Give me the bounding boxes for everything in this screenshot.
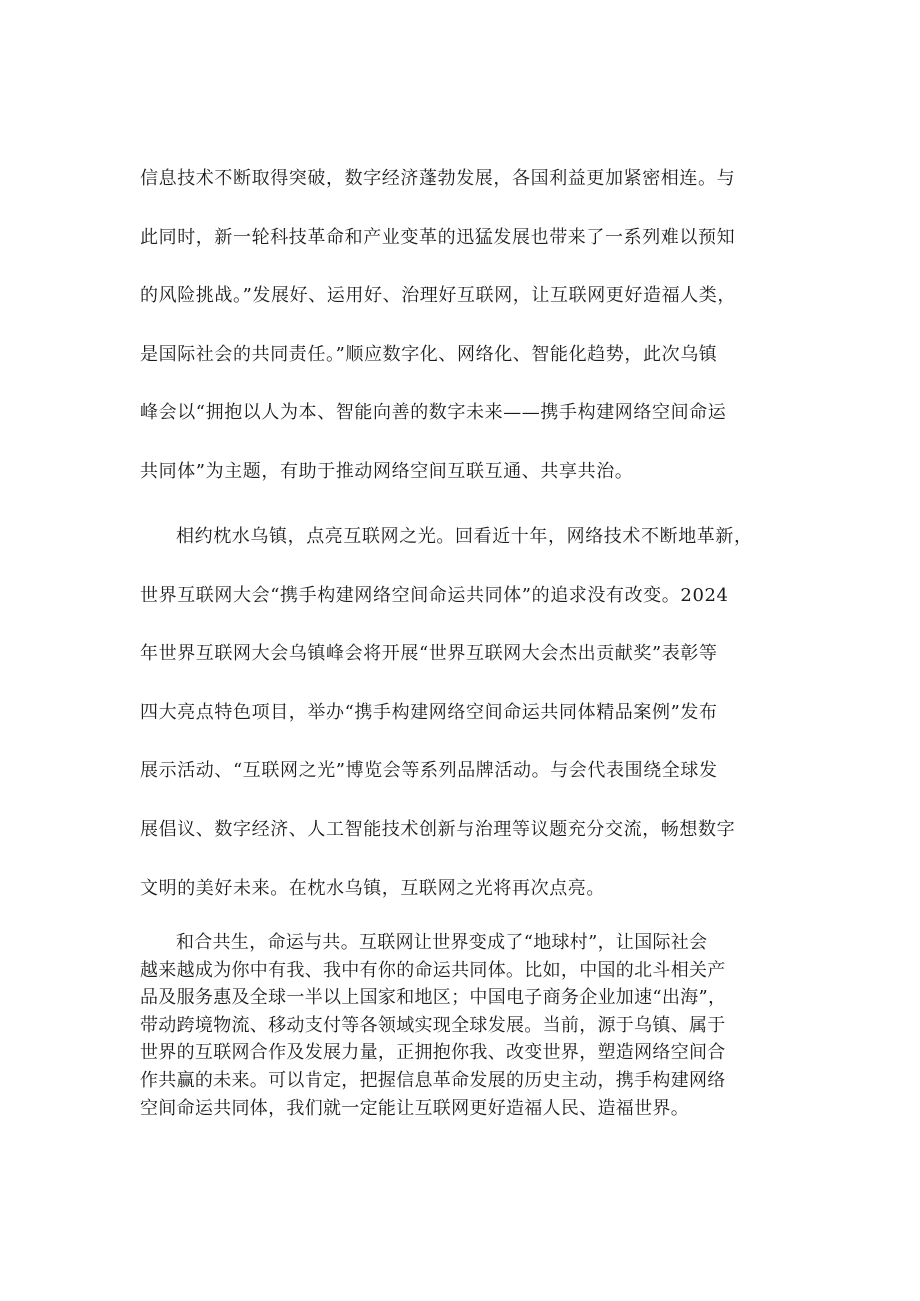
text-line: 峰会以“拥抱以人为本、智能向善的数字未来——携手构建网络空间命运: [140, 402, 727, 424]
text-line: 和合共生，命运与共。互联网让世界变成了“地球村”，让国际社会: [176, 932, 708, 953]
text-line: 四大亮点特色项目，举办“携手构建网络空间命运共同体精品案例”发布: [140, 701, 718, 723]
text-line: 是国际社会的共同责任。”顺应数字化、网络化、智能化趋势，此次乌镇: [140, 343, 718, 365]
text-line: 品及服务惠及全球一半以上国家和地区；中国电子商务企业加速“出海”，: [140, 987, 727, 1009]
paragraph-2: [140, 508, 790, 918]
text-line: 展倡议、数字经济、人工智能技术创新与治理等议题充分交流，畅想数字: [140, 818, 736, 840]
text-line: 世界互联网大会“携手构建网络空间命运共同体”的追求没有改变。2024: [140, 584, 729, 606]
text-line: 此同时，新一轮科技革命和产业变革的迅猛发展也带来了一系列难以预知: [140, 226, 736, 248]
text-line: 带动跨境物流、移动支付等各领域实现全球发展。当前，源于乌镇、属于: [140, 1014, 726, 1036]
text-line: 的风险挑战。”发展好、运用好、治理好互联网，让互联网更好造福人类，: [140, 285, 736, 307]
text-line: 信息技术不断取得突破，数字经济蓬勃发展，各国利益更加紧密相连。与: [140, 168, 736, 189]
text-line: 展示活动、“互联网之光”博览会等系列品牌活动。与会代表围绕全球发: [140, 760, 718, 782]
text-line: 文明的美好未来。在枕水乌镇，互联网之光将再次点亮。: [140, 877, 605, 899]
text-line: 共同体”为主题，有助于推动网络空间互联互通、共享共治。: [140, 460, 634, 482]
text-line: 相约枕水乌镇，点亮互联网之光。回看近十年，网络技术不断地革新，: [176, 526, 753, 547]
text-line: 世界的互联网合作及发展力量，正拥抱你我、改变世界，塑造网络空间合: [140, 1042, 726, 1064]
paragraph-1: [140, 150, 790, 502]
paragraph-3: [140, 929, 790, 1122]
text-line: 越来越成为你中有我、我中有你的命运共同体。比如，中国的北斗相关产: [140, 959, 726, 981]
text-line: 作共赢的未来。可以肯定，把握信息革命发展的历史主动，携手构建网络: [140, 1069, 726, 1091]
text-line: 空间命运共同体，我们就一定能让互联网更好造福人民、造福世界。: [140, 1097, 689, 1119]
text-line: 年世界互联网大会乌镇峰会将开展“世界互联网大会杰出贡献奖”表彰等: [140, 643, 718, 665]
